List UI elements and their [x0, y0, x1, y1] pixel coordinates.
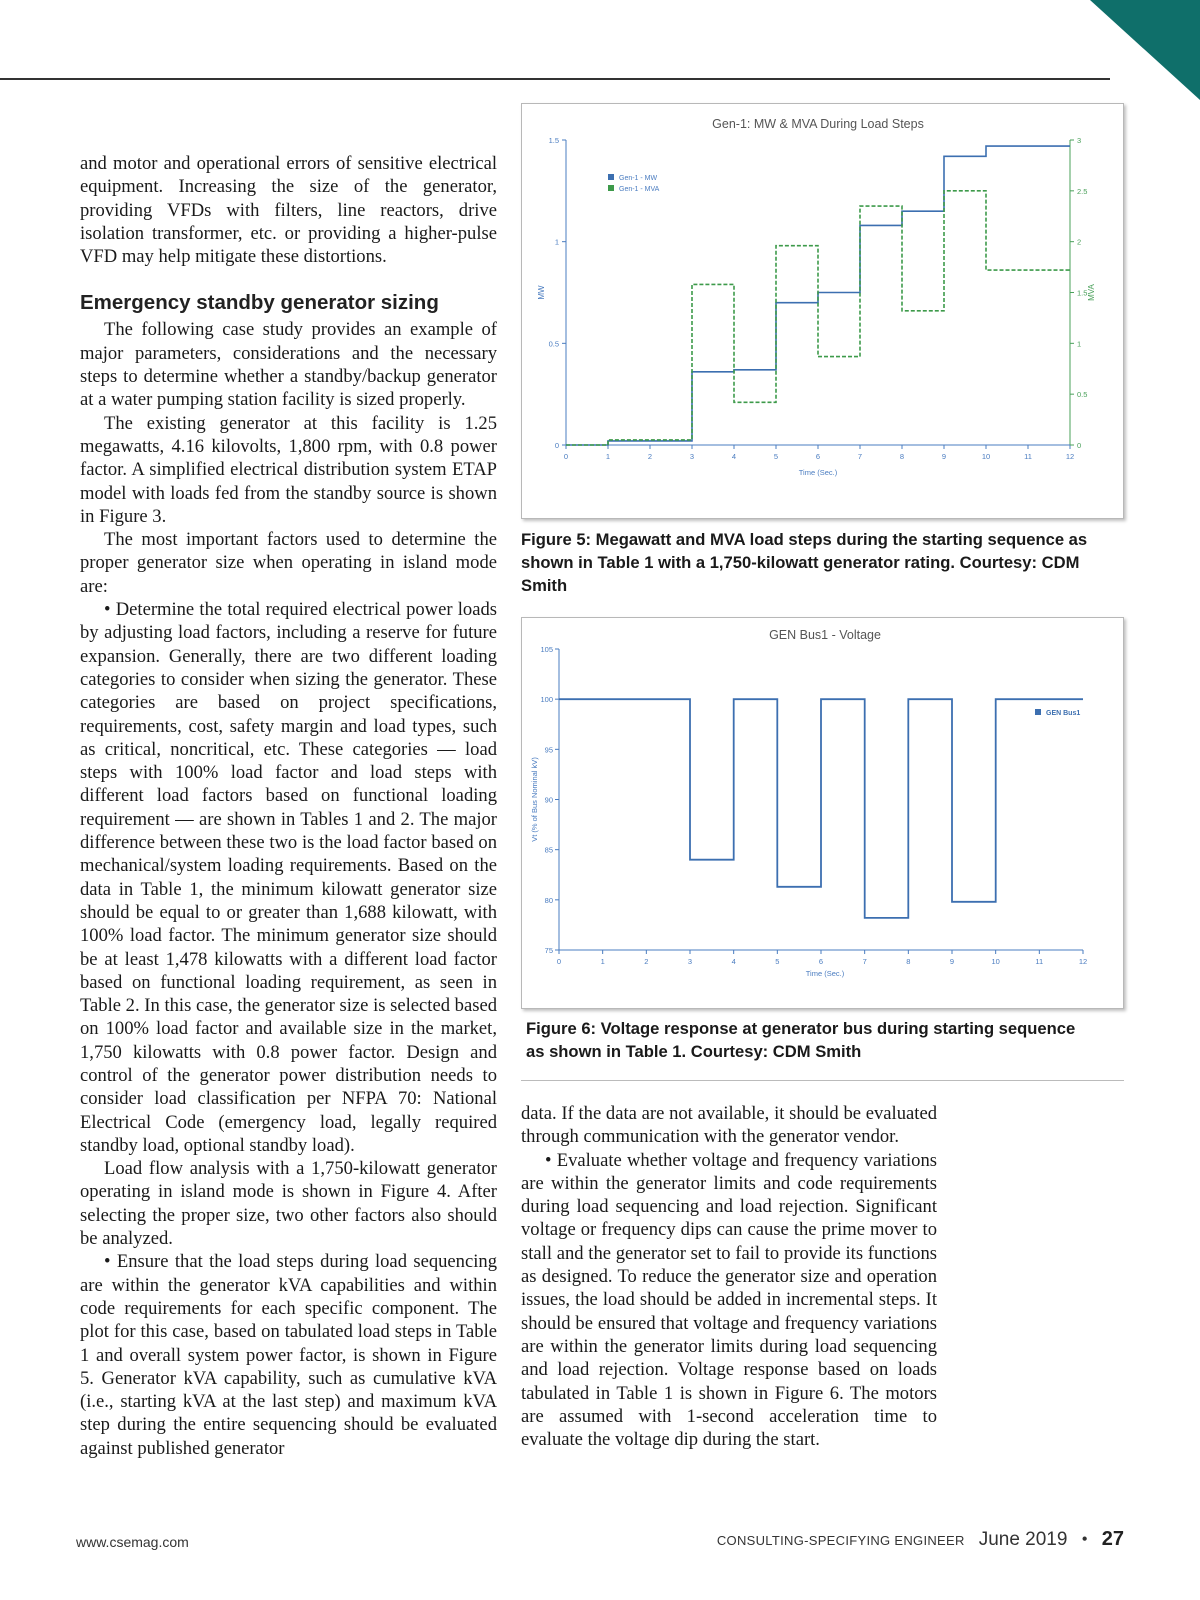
header-rule [0, 78, 1110, 80]
x-tick-label: 7 [862, 957, 867, 966]
x-tick-label: 6 [815, 452, 821, 461]
paragraph-3: The most important factors used to determine the proper generator size when operating in island mode are: [80, 529, 497, 597]
x-tick-label: 0 [556, 957, 562, 966]
y2-tick-label: 2.5 [1077, 186, 1088, 196]
y2-tick-label: 0.5 [1077, 390, 1088, 400]
x-tick-label: 3 [689, 452, 695, 461]
section-divider [521, 1080, 1124, 1081]
x-tick-label: 11 [1035, 957, 1044, 966]
footer-website: www.csemag.com [76, 1534, 189, 1550]
chart-title: GEN Bus1 - Voltage [769, 628, 881, 642]
footer-bullet: • [1081, 1529, 1088, 1549]
y-tick-label: 95 [544, 745, 553, 755]
paragraph-6-bullet: • Ensure that the load steps during load sequencing are within the generator kVA capabilities and within code requirements for each specific component. The plot for this case, based on tabulated load steps in Table 1 and overall system power factor, is shown in Figure 5. Generator kVA capability, such as cumulative kVA (i.e., starting kVA at the last step) and maximum kVA step during the entire sequencing should be evaluated against published generator [80, 1251, 497, 1459]
x-tick-label: 3 [687, 957, 693, 966]
y-tick-label: 1 [554, 237, 559, 247]
y2-tick-label: 1.5 [1077, 288, 1088, 298]
legend-label: GEN Bus1 [1046, 710, 1081, 717]
x-axis-label: Time (Sec.) [798, 468, 838, 477]
legend-swatch [1035, 709, 1041, 715]
series-line-gen-bus1 [559, 699, 1083, 918]
paragraph-1: The following case study provides an example of major parameters, considerations and the necessary steps to determine whether a standby/backup generator at a water pumping station facility is sized properly. [80, 319, 497, 411]
y-axis-label: Vt (% of Bus Nominal kV) [530, 757, 539, 842]
legend-label: Gen-1 - MVA [619, 186, 660, 193]
y-tick-label: 0 [554, 441, 559, 450]
y-axis-label: MW [537, 285, 546, 300]
y-tick-label: 85 [544, 845, 553, 855]
y-tick-label: 75 [544, 946, 553, 955]
figure-6-caption: Figure 6: Voltage response at generator bus during starting sequence as shown in Table 1. Courtesy: CDM Smith [526, 1019, 1076, 1061]
y-tick-label: 90 [544, 795, 553, 805]
chart-title: Gen-1: MW & MVA During Load Steps [712, 117, 924, 131]
x-tick-label: 12 [1065, 452, 1075, 461]
paragraph-5: Load flow analysis with a 1,750-kilowatt generator operating in island mode is shown in Figure 4. After selecting the proper size, two other factors also should be analyzed. [80, 1158, 497, 1250]
y-tick-label: 105 [540, 645, 553, 654]
x-tick-label: 1 [600, 957, 605, 966]
x-tick-label: 10 [991, 957, 1000, 966]
corner-accent-triangle [1090, 0, 1200, 110]
x-tick-label: 9 [941, 452, 947, 461]
y2-tick-label: 0 [1077, 441, 1082, 450]
intro-paragraph: and motor and operational errors of sensitive electrical equipment. Increasing the size of the generator, providing VFDs with filters, line reactors, drive isolation transformer, etc. or providing a higher-pulse VFD may help mitigate these distortions. [80, 153, 497, 268]
y2-tick-label: 1 [1077, 339, 1082, 349]
page-number: 27 [1101, 1528, 1124, 1550]
x-tick-label: 8 [906, 957, 911, 966]
series-line-mva [566, 191, 1070, 445]
legend-swatch [608, 174, 614, 180]
x-tick-label: 1 [605, 452, 611, 461]
paragraph-4-bullet: • Determine the total required electrical power loads by adjusting load factors, including a reserve for future expansion. Generally, there are two different loading categories to consider when sizing the generator. These categories are based on project specifications, requirements, cost, safety margin and load types, such as critical, noncritical, etc. These categories — load steps with 100% load factor and load steps with different load factors based on functional loading requirement — are shown in Tables 1 and 2. The major difference between these two is the load factor based on mechanical/system loading requirements. Based on the data in Table 1, the minimum kilowatt generator size should be equal to or greater than 1,688 kilowatt, with 100% load factor. The minimum generator size should be at least 1,478 kilowatts with a different load factor based on functional loading requirement, as seen in Table 2. In this case, the generator size is selected based on 100% load factor and available size in the market, 1,750 kilowatts with 0.8 power factor. Design and control of the generator power distribution needs to consider load classification per NFPA 70: National Electrical Code (emergency load, legally required standby load, optional standby load). [80, 599, 497, 1156]
y2-axis-label: MVA [1087, 284, 1096, 301]
figure-5-chart [521, 103, 1124, 519]
x-tick-label: 12 [1078, 957, 1088, 966]
y-tick-label: 80 [544, 895, 553, 905]
figure-5-caption: Figure 5: Megawatt and MVA load steps during the starting sequence as shown in Table 1 with a 1,750-kilowatt generator rating. Courtesy: CDM Smith [521, 530, 1088, 595]
x-tick-label: 6 [818, 957, 824, 966]
x-tick-label: 2 [644, 957, 649, 966]
right-paragraph-2-bullet: • Evaluate whether voltage and frequency variations are within the generator limits and code requirements during load sequencing and load rejection. Significant voltage or frequency dips can cause the prime mover to stall and the generator set to fail to provide its functions as designed. To reduce the generator size and operation issues, the load should be added in incremental steps. It should be ensured that voltage and frequency variations are within the generator limits during load sequencing and load rejection. Voltage response based on loads tabulated in Table 1 is shown in Figure 6. The motors are assumed with 1-second acceleration time to evaluate the voltage dip during the start. [521, 1149, 937, 1451]
y2-tick-label: 3 [1077, 136, 1082, 145]
footer-magazine: CONSULTING-SPECIFYING ENGINEER [716, 1533, 965, 1548]
x-tick-label: 4 [731, 452, 737, 461]
right-column [521, 1102, 937, 1451]
paragraph-2: The existing generator at this facility is 1.25 megawatts, 4.16 kilovolts, 1,800 rpm, with 0.8 power factor. A simplified electrical distribution system ETAP model with loads fed from the standby source is shown in Figure 3. [80, 412, 497, 527]
x-tick-label: 8 [899, 452, 905, 461]
x-tick-label: 9 [949, 957, 955, 966]
x-tick-label: 5 [773, 452, 779, 461]
footer-date: June 2019 [978, 1529, 1068, 1550]
legend-swatch [608, 185, 614, 191]
x-tick-label: 11 [1024, 452, 1032, 461]
figure-6-chart [521, 617, 1124, 1009]
x-tick-label: 2 [647, 452, 653, 461]
x-tick-label: 7 [857, 452, 863, 461]
legend-label: Gen-1 - MW [619, 175, 658, 182]
footer-info [717, 1528, 1124, 1551]
right-paragraph-1: data. If the data are not available, it should be evaluated through communication with the generator vendor. [521, 1103, 937, 1148]
y-tick-label: 100 [540, 695, 553, 705]
left-column [80, 152, 497, 1460]
section-heading: Emergency standby generator sizing [80, 291, 439, 315]
x-tick-label: 0 [563, 452, 569, 461]
x-axis-label: Time (Sec.) [805, 969, 845, 978]
y-tick-label: 0.5 [548, 339, 559, 349]
x-tick-label: 10 [981, 452, 991, 461]
x-tick-label: 4 [731, 957, 736, 966]
y-tick-label: 1.5 [548, 136, 559, 145]
y2-tick-label: 2 [1077, 237, 1082, 247]
x-tick-label: 5 [775, 957, 780, 966]
